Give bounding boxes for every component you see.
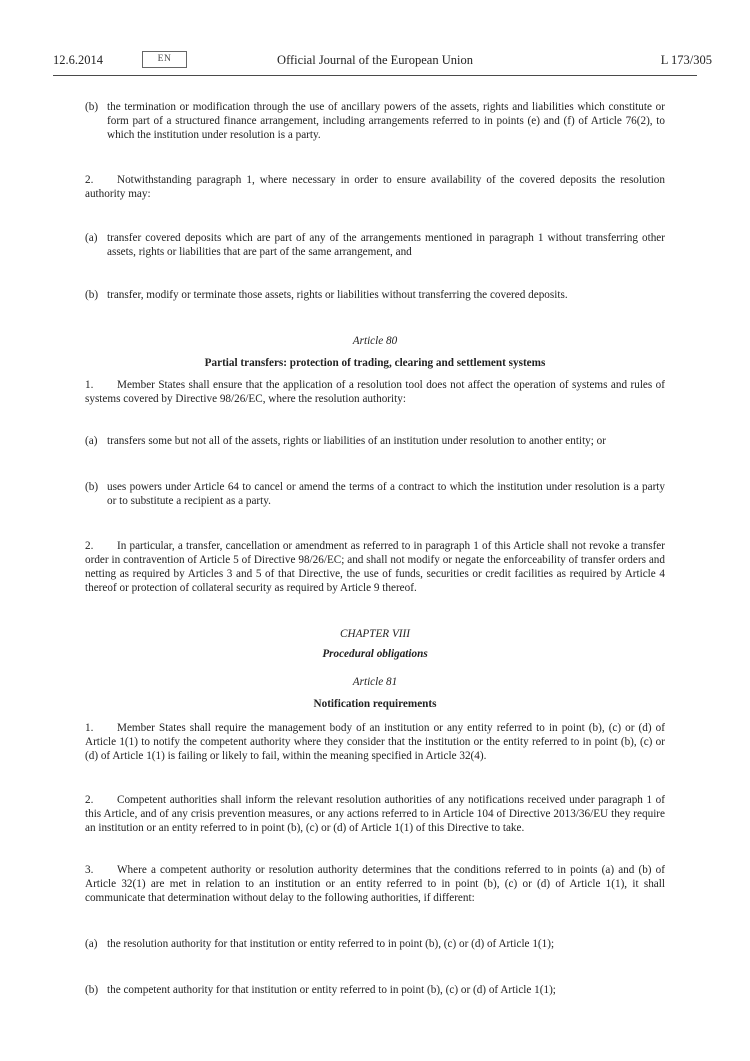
article-title: Partial transfers: protection of trading, clearing and settlement systems bbox=[204, 357, 546, 369]
language-badge: EN bbox=[142, 51, 187, 68]
paragraph-number: 2. bbox=[85, 540, 94, 552]
page-header bbox=[53, 50, 712, 76]
list-item-text: transfer covered deposits which are part of any of the arrangements mentioned in paragraph 1 without transferring other assets, rights or liabilities that are part of the same arrangement, and bbox=[107, 232, 665, 258]
list-item-text: the resolution authority for that institution or entity referred to in point (b), (c) or (d) of Article 1(1); bbox=[107, 938, 555, 950]
paragraph-number: 2. bbox=[85, 174, 94, 186]
paragraph-text: Member States shall require the management body of an institution or any entity referred to in point (b), (c) or (d) of Article 1(1) to notify the competent authority where they consider that the institution or the entity referred to in point (b), (c) or (d) of Article 1(1) is failing or likely to fail, within the meaning specified in Article 32(4). bbox=[85, 722, 665, 762]
list-item-label: (b) bbox=[85, 289, 99, 301]
list-item-label: (b) bbox=[85, 984, 99, 996]
list-item-label: (a) bbox=[85, 938, 98, 950]
list-item bbox=[85, 937, 665, 951]
page-reference: L 173/305 bbox=[660, 53, 712, 67]
numbered-paragraph bbox=[85, 378, 665, 406]
paragraph-number: 2. bbox=[85, 794, 94, 806]
list-item-text: the termination or modification through the use of ancillary powers of the assets, rights and liabilities which constitute or form part of a structured finance arrangement, including arrangements referred to in points (e) and (f) of Article 76(2), to which the institution under resolution is a party. bbox=[107, 101, 665, 141]
list-item-label: (a) bbox=[85, 435, 98, 447]
paragraph-number: 1. bbox=[85, 722, 94, 734]
paragraph-text: Where a competent authority or resolution authority determines that the conditions referred to in points (a) and (b) of Article 32(1) are met in relation to an institution or an entity referred to in point (b), (c) or (d) of Article 1(1), it shall communicate that determination without delay to the following authorities, if different: bbox=[85, 864, 665, 904]
list-item-label: (b) bbox=[85, 101, 99, 113]
numbered-paragraph bbox=[85, 863, 665, 905]
article-title: Notification requirements bbox=[313, 698, 437, 710]
paragraph-text: In particular, a transfer, cancellation or amendment as referred to in paragraph 1 of this Article shall not revoke a transfer order in contravention of Article 5 of Directive 98/26/EC; and shall not modify or negate the enforceability of transfer orders and netting as required by Articles 3 and 5 of that Directive, the use of funds, securities or credit facilities as required by Article 4 thereof or protection of collateral security as required by Article 9 thereof. bbox=[85, 540, 665, 594]
article-number: Article 81 bbox=[352, 676, 398, 688]
paragraph-text: Member States shall ensure that the application of a resolution tool does not affect the operation of systems and rules of systems covered by Directive 98/26/EC, where the resolution authority: bbox=[85, 379, 665, 405]
list-item-label: (a) bbox=[85, 232, 98, 244]
list-item bbox=[85, 231, 665, 259]
list-item bbox=[85, 434, 665, 448]
paragraph-number: 3. bbox=[85, 864, 94, 876]
list-item bbox=[85, 100, 665, 142]
list-item bbox=[85, 983, 665, 997]
numbered-paragraph bbox=[85, 173, 665, 201]
header-date: 12.6.2014 bbox=[53, 53, 103, 67]
list-item-text: transfers some but not all of the assets, rights or liabilities of an institution under resolution to another entity; or bbox=[107, 435, 606, 447]
journal-title: Official Journal of the European Union bbox=[277, 53, 473, 67]
numbered-paragraph bbox=[85, 793, 665, 835]
numbered-paragraph bbox=[85, 721, 665, 763]
chapter-number: CHAPTER VIII bbox=[340, 628, 410, 640]
paragraph-text: Notwithstanding paragraph 1, where necessary in order to ensure availability of the covered deposits the resolution authority may: bbox=[85, 174, 665, 200]
list-item bbox=[85, 480, 665, 508]
article-number: Article 80 bbox=[352, 335, 398, 347]
list-item bbox=[85, 288, 665, 302]
list-item-text: the competent authority for that institution or entity referred to in point (b), (c) or (d) of Article 1(1); bbox=[107, 984, 556, 996]
list-item-text: transfer, modify or terminate those assets, rights or liabilities without transferring the covered deposits. bbox=[107, 289, 568, 301]
paragraph-number: 1. bbox=[85, 379, 94, 391]
document-body bbox=[85, 76, 665, 997]
paragraph-text: Competent authorities shall inform the relevant resolution authorities of any notifications received under paragraph 1 of this Article, and of any crisis prevention measures, or any actions referred to in Article 104 of Directive 2013/36/EU they require an institution or an entity referred to in point (b), (c) or (d) of Article 1(1) of this Directive to take. bbox=[85, 794, 665, 834]
list-item-label: (b) bbox=[85, 481, 99, 493]
numbered-paragraph bbox=[85, 539, 665, 595]
list-item-text: uses powers under Article 64 to cancel or amend the terms of a contract to which the institution under resolution is a party or to substitute a recipient as a party. bbox=[107, 481, 665, 507]
chapter-title: Procedural obligations bbox=[322, 648, 428, 660]
